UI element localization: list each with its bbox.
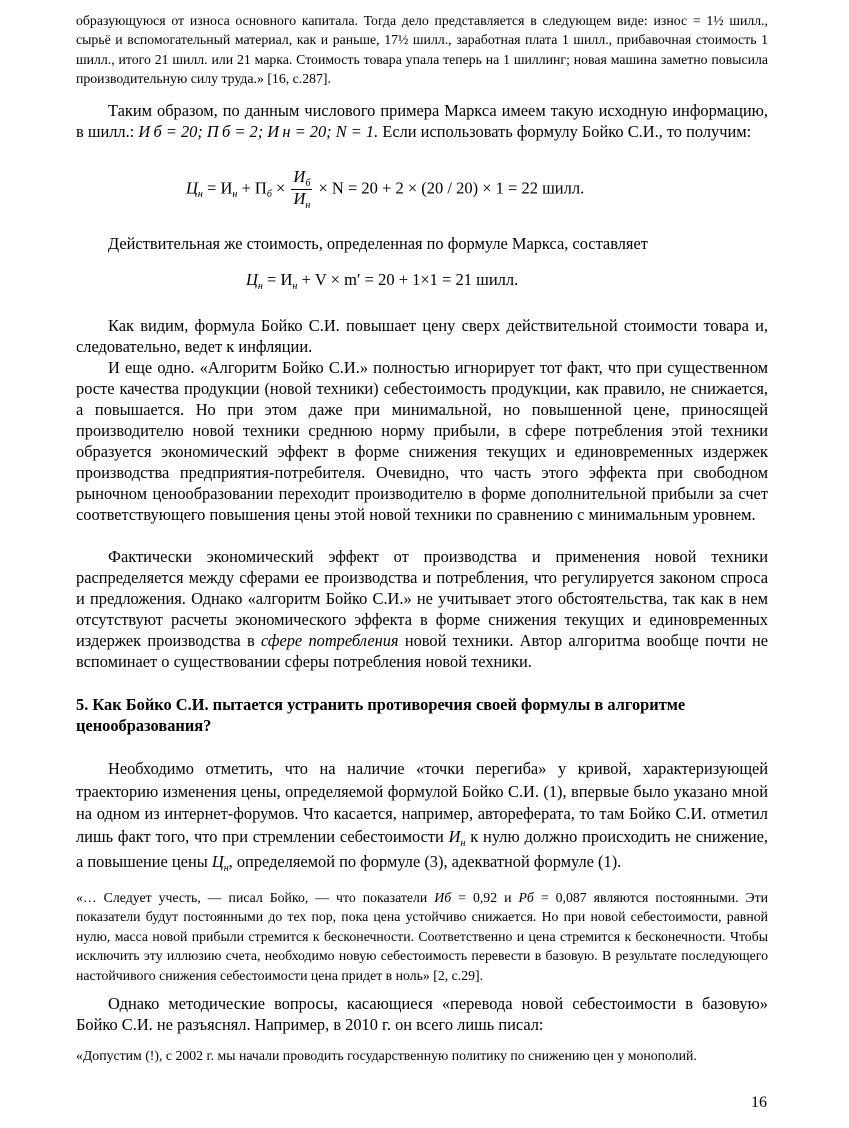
inline-symbol: $Ц_н$	[211, 852, 229, 875]
formula-part: + V × m′ = 20 + 1×1 = 21 шилл.	[301, 270, 519, 289]
italic-text: сфере потребления	[260, 631, 399, 650]
page-number: 16	[751, 1094, 767, 1111]
formula-subscript: н	[292, 281, 298, 292]
paragraph-economic-effect	[76, 546, 768, 672]
formula-subscript: н	[197, 189, 203, 201]
paragraph-quality-growth: И еще одно. «Алгоритм Бойко С.И.» полностью игнорирует тот факт, что при существенном росте качества продукции (новой техники) себестоимость продукции, как правило, не снижается, а повышается. Но при этом даже при минимальной, но повышенной цене, приносящей производителю новой техники среднюю норму прибыли, в сфере потребления этой техники образуется экономический эффект в форме снижения текущих и единовременных издержек производства предприятия-потребителя. Очевидно, что часть этого эффекта при свободном рыночном ценообразовании переходит производителю в форме дополнительной прибыли за счет соответствующего повышения цены этой новой техники по сравнению с минимальным уровнем.	[76, 358, 768, 524]
formula-fraction	[291, 168, 312, 211]
paragraph-text: , определяемой по формуле (3), адекватной формуле (1).	[228, 852, 622, 872]
quote-marx: образующуюся от износа основного капитала. Тогда дело представляется в следующем виде: износ = 1½ шилл., сырьё и вспомогательный материал, как и раньше, 17½ шилл., заработная плата 1 шилл., прибавочная стоимость 1 шилл., итого 21 шилл. или 21 марка. Стоимость товара упала теперь на 1 шиллинг; новая машина заметно повысила производительную силу труда.» [16, с.287].	[76, 13, 768, 87]
quote-text: «… Следует учесть, — писал Бойко, — что показатели	[76, 890, 428, 905]
fraction-numerator: $И_б$	[293, 167, 311, 189]
quote-boyko	[76, 888, 768, 985]
paragraph-methodology: Однако методические вопросы, касающиеся «перевода новой себестоимости в базовую» Бойко С.И. не разъяснял. Например, в 2010 г. он всего лишь писал:	[76, 994, 768, 1034]
quote-monopolies: «Допустим (!), с 2002 г. мы начали проводить государственную политику по снижению цен у монополий.	[76, 1048, 697, 1063]
paragraph-inflation: Как видим, формула Бойко С.И. повышает цену сверх действительной стоимости товара и, следовательно, ведет к инфляции.	[76, 316, 768, 356]
formula-part: = И	[207, 178, 233, 198]
paragraph-text: к нулю должно происходить не снижение, а повышение цены	[76, 826, 768, 872]
formula-part: + П	[241, 178, 267, 198]
paragraph-source-data	[76, 100, 768, 142]
formula-subscript: н	[257, 281, 263, 292]
quote-text: = 0,92 и	[458, 890, 512, 905]
indicator-symbol: Иб	[434, 890, 452, 905]
paragraph-text: новой техники. Автор алгоритма вообще почти не вспоминает о существовании сферы потребления новой техники.	[76, 631, 768, 671]
formula-symbol: Ц	[186, 178, 198, 198]
formula-part: = И	[267, 270, 293, 289]
inline-values: И б = 20; П б = 2; И н = 20; N = 1.	[138, 122, 379, 141]
formula-boyko	[186, 168, 584, 211]
section-heading: 5. Как Бойко С.И. пытается устранить противоречия своей формулы в алгоритме ценообразования?	[76, 695, 686, 735]
paragraph-text: Фактически экономический эффект от производства и применения новой техники распределяется между сферами ее производства и потребления, что регулируется законом спроса и предложения. Однако «алгоритм Бойко С.И.» не учитывает этого обстоятельства, так как в нем отсутствуют расчеты экономического эффекта в форме снижения текущих и единовременных издержек производства в	[76, 547, 768, 650]
formula-part: ×	[275, 178, 286, 198]
quote-text: = 0,087 являются постоянными. Эти показатели будут постоянными до тех пор, пока цена устойчиво снижается. Но при новой себестоимости, равной нулю, масса новой прибыли стремится к бесконечности. Соответственно и цена стремится к бесконечности. Чтобы исключить эту иллюзию счета, необходимо новую себестоимость перевести в базовую. В результате последующего настойчивого снижения себестоимости цена придет в ноль» [2, с.29].	[76, 890, 769, 983]
inline-symbol: $И_н$	[448, 826, 466, 849]
paragraph-actual-value: Действительная же стоимость, определенная по формуле Маркса, составляет	[108, 234, 648, 253]
paragraph-text: Если использовать формулу Бойко С.И., то получим:	[382, 122, 752, 141]
formula-symbol: Ц	[246, 270, 258, 289]
fraction-denominator: $И_н$	[293, 189, 311, 211]
formula-marx	[246, 270, 518, 290]
paragraph-inflection-point	[76, 758, 768, 877]
formula-subscript: б	[266, 189, 272, 201]
formula-subscript: н	[232, 189, 238, 201]
formula-part: × N = 20 + 2 × (20 / 20) × 1 = 22 шилл.	[318, 178, 585, 198]
indicator-symbol: Рб	[518, 890, 534, 905]
paragraph-text: Таким образом, по данным числового примера Маркса имеем такую исходную информацию, в шилл.:	[76, 101, 768, 141]
paragraph-text: Необходимо отметить, что на наличие «точки перегиба» у кривой, характеризующей траекторию изменения цены, определяемой формулой Бойко С.И. (1), впервые было указано мной на одном из интернет-форумов. Что касается, например, автореферата, то там Бойко С.И. отметил лишь факт того, что при стремлении себестоимости	[76, 759, 768, 846]
